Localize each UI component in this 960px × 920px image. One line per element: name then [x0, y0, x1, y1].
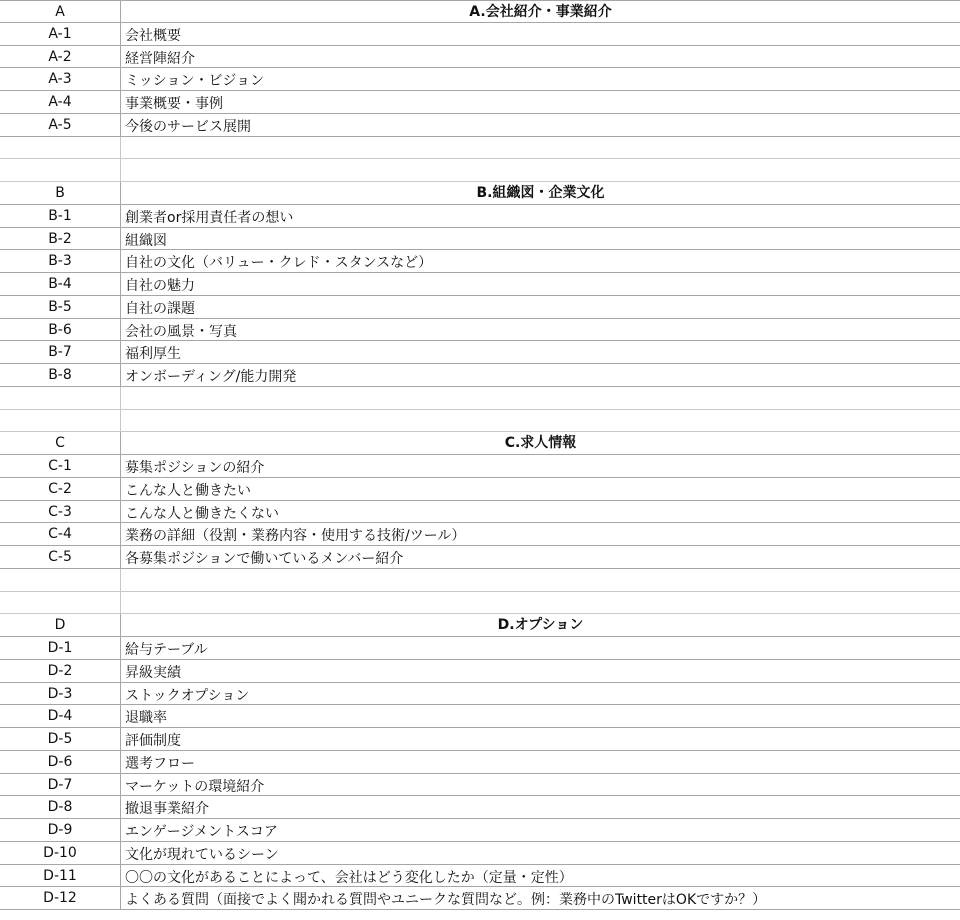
item-text[interactable]: 今後のサービス展開: [125, 118, 251, 135]
item-id[interactable]: A-4: [0, 91, 121, 113]
section-title[interactable]: D.オプション: [497, 617, 584, 634]
item-text[interactable]: 募集ポジションの紹介: [125, 460, 265, 476]
item-id[interactable]: B-5: [0, 296, 121, 318]
item-text[interactable]: 文化が現れているシーン: [125, 846, 279, 863]
empty-cell[interactable]: [0, 569, 121, 591]
item-text[interactable]: 自社の課題: [125, 300, 195, 317]
item-text[interactable]: 評価制度: [125, 733, 181, 749]
table-row[interactable]: [0, 523, 960, 546]
item-id[interactable]: D-1: [0, 637, 121, 659]
item-id[interactable]: B-7: [0, 341, 121, 363]
table-row[interactable]: [0, 478, 960, 501]
blank-row[interactable]: [0, 387, 960, 410]
table-row[interactable]: [0, 273, 960, 296]
section-title[interactable]: A.会社紹介・事業紹介: [469, 4, 612, 20]
item-id[interactable]: C-2: [0, 478, 121, 500]
item-text[interactable]: 会社概要: [125, 27, 181, 44]
item-id[interactable]: A-2: [0, 46, 121, 68]
empty-cell[interactable]: [121, 410, 960, 432]
empty-cell[interactable]: [0, 592, 121, 614]
section-code[interactable]: D: [0, 614, 121, 636]
item-text[interactable]: ミッション・ビジョン: [125, 73, 265, 90]
item-text[interactable]: 〇〇の文化があることによって、会社はどう変化したか（定量・定性）: [125, 869, 573, 886]
item-text[interactable]: よくある質問（面接でよく聞かれる質問やユニークな質問など。例：業務中のTwitterはOKですか？）: [125, 892, 767, 909]
item-id[interactable]: B-1: [0, 205, 121, 227]
empty-cell[interactable]: [121, 137, 960, 159]
item-id[interactable]: D-9: [0, 819, 121, 841]
table-row[interactable]: [0, 46, 960, 69]
section-code[interactable]: C: [0, 432, 121, 454]
item-id[interactable]: D-10: [0, 842, 121, 864]
item-id[interactable]: A-5: [0, 114, 121, 136]
item-id[interactable]: B-3: [0, 250, 121, 272]
section-header-b[interactable]: [0, 182, 960, 205]
table-row[interactable]: [0, 865, 960, 888]
empty-cell[interactable]: [121, 569, 960, 591]
item-id[interactable]: A-3: [0, 68, 121, 90]
item-text[interactable]: 自社の文化（バリュー・クレド・スタンスなど）: [125, 255, 433, 272]
table-row[interactable]: [0, 751, 960, 774]
blank-row[interactable]: [0, 137, 960, 160]
blank-row[interactable]: [0, 159, 960, 182]
item-text[interactable]: 退職率: [125, 710, 167, 727]
item-id[interactable]: D-5: [0, 728, 121, 750]
table-row[interactable]: [0, 796, 960, 819]
table-row[interactable]: [0, 114, 960, 137]
table-row[interactable]: [0, 728, 960, 751]
section-title[interactable]: B.組織図・企業文化: [476, 185, 605, 201]
table-row[interactable]: [0, 23, 960, 46]
empty-cell[interactable]: [0, 387, 121, 409]
section-title[interactable]: C.求人情報: [504, 435, 577, 452]
table-row[interactable]: [0, 319, 960, 342]
item-text[interactable]: マーケットの環境紹介: [125, 778, 265, 795]
item-text[interactable]: ストックオプション: [125, 687, 250, 704]
item-id[interactable]: D-4: [0, 705, 121, 727]
blank-row[interactable]: [0, 592, 960, 615]
item-id[interactable]: D-3: [0, 683, 121, 705]
item-id[interactable]: B-6: [0, 319, 121, 341]
item-text[interactable]: 自社の魅力: [125, 278, 195, 294]
table-row[interactable]: [0, 774, 960, 797]
empty-cell[interactable]: [0, 159, 121, 181]
blank-row[interactable]: [0, 410, 960, 433]
empty-cell[interactable]: [121, 592, 960, 614]
item-text[interactable]: 給与テーブル: [125, 642, 208, 658]
item-text[interactable]: 会社の風景・写真: [125, 323, 237, 340]
empty-cell[interactable]: [0, 137, 121, 159]
item-text[interactable]: 撤退事業紹介: [125, 801, 209, 818]
table-row[interactable]: [0, 501, 960, 524]
section-header-c[interactable]: [0, 432, 960, 455]
item-id[interactable]: D-11: [0, 865, 121, 887]
item-id[interactable]: C-3: [0, 501, 121, 523]
item-text[interactable]: 福利厚生: [125, 346, 181, 363]
item-text[interactable]: 各募集ポジションで働いているメンバー紹介: [125, 551, 404, 567]
table-row[interactable]: [0, 887, 960, 910]
item-text[interactable]: 業務の詳細（役割・業務内容・使用する技術/ツール）: [125, 528, 466, 545]
section-header-d[interactable]: [0, 614, 960, 637]
item-text[interactable]: オンボーディング/能力開発: [125, 369, 297, 385]
item-id[interactable]: D-7: [0, 774, 121, 796]
table-row[interactable]: [0, 637, 960, 660]
empty-cell[interactable]: [121, 387, 960, 409]
blank-row[interactable]: [0, 569, 960, 592]
table-row[interactable]: [0, 683, 960, 706]
item-id[interactable]: B-2: [0, 228, 121, 250]
table-row[interactable]: [0, 660, 960, 683]
item-id[interactable]: B-4: [0, 273, 121, 295]
item-text[interactable]: こんな人と働きたくない: [125, 505, 279, 522]
item-id[interactable]: C-1: [0, 455, 121, 477]
table-row[interactable]: [0, 250, 960, 273]
item-id[interactable]: D-8: [0, 796, 121, 818]
item-id[interactable]: D-6: [0, 751, 121, 773]
table-row[interactable]: [0, 296, 960, 319]
section-code[interactable]: B: [0, 182, 121, 204]
item-id[interactable]: A-1: [0, 23, 121, 45]
item-id[interactable]: D-12: [0, 887, 121, 909]
table-row[interactable]: [0, 842, 960, 865]
item-text[interactable]: 組織図: [125, 232, 167, 249]
section-code[interactable]: A: [0, 1, 121, 22]
table-row[interactable]: [0, 91, 960, 114]
table-row[interactable]: [0, 68, 960, 91]
item-text[interactable]: 選考フロー: [125, 755, 195, 772]
table-row[interactable]: [0, 205, 960, 228]
empty-cell[interactable]: [0, 410, 121, 432]
item-text[interactable]: エンゲージメントスコア: [125, 824, 278, 840]
item-id[interactable]: C-5: [0, 546, 121, 568]
table-row[interactable]: [0, 819, 960, 842]
item-text[interactable]: 事業概要・事例: [125, 96, 223, 112]
item-id[interactable]: C-4: [0, 523, 121, 545]
table-row[interactable]: [0, 546, 960, 569]
empty-cell[interactable]: [121, 159, 960, 181]
table-row[interactable]: [0, 228, 960, 251]
table-row[interactable]: [0, 705, 960, 728]
table-row[interactable]: [0, 341, 960, 364]
item-text[interactable]: 創業者or採用責任者の想い: [125, 209, 294, 226]
item-text[interactable]: 昇級実績: [125, 664, 181, 681]
item-text[interactable]: こんな人と働きたい: [125, 482, 251, 499]
item-id[interactable]: D-2: [0, 660, 121, 682]
item-text[interactable]: 経営陣紹介: [125, 50, 195, 67]
table-row[interactable]: [0, 455, 960, 478]
table-row[interactable]: [0, 364, 960, 387]
section-header-a[interactable]: [0, 0, 960, 23]
item-id[interactable]: B-8: [0, 364, 121, 386]
